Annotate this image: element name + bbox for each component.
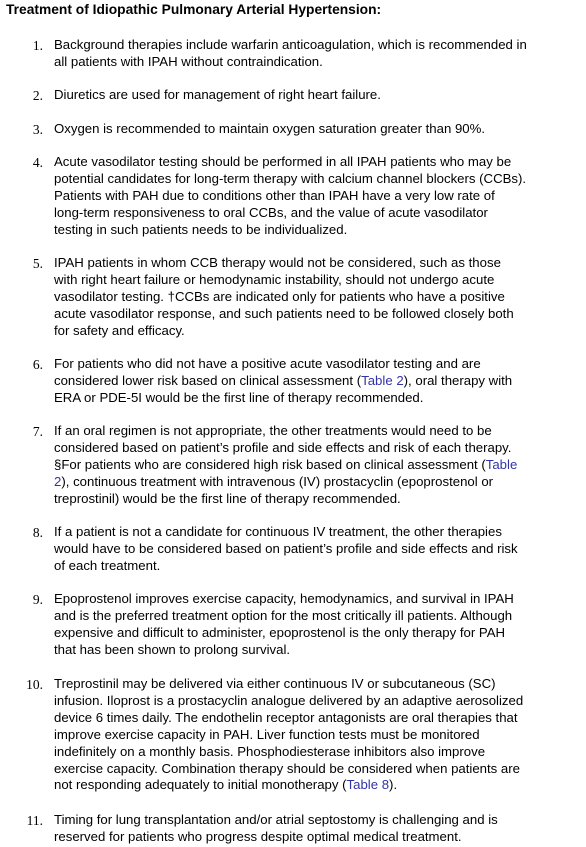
text-line: ERA or PDE-5I would be the first line of therapy recommended. [54, 389, 424, 405]
table-8-link[interactable]: Table 8 [346, 777, 390, 793]
list-item-number: 3. [32, 122, 43, 137]
list-item-number: 4. [32, 155, 43, 170]
text-line: reserved for patients who progress despite optimal medical treatment. [54, 828, 462, 844]
text-line: Timing for lung transplantation and/or atrial septostomy is challenging and is [54, 812, 498, 827]
text-line: For patients who did not have a positive acute vasodilator testing and are [54, 356, 481, 371]
text-segment: not responding adequately to initial monotherapy ( [54, 777, 347, 793]
table-2-link[interactable]: Table [485, 456, 518, 472]
text-line: with right heart failure or hemodynamic instability, should not undergo acute [54, 271, 495, 287]
document-title: Treatment of Idiopathic Pulmonary Arterial Hypertension: [6, 2, 382, 17]
text-line: If an oral regimen is not appropriate, the other treatments would need to be [54, 423, 492, 438]
text-line: treprostinil) would be the first line of therapy recommended. [54, 490, 401, 506]
text-line [54, 457, 584, 474]
text-line: for safety and efficacy. [54, 322, 185, 338]
list-item-number: 10. [26, 677, 43, 692]
text-line: and is the preferred treatment option for the most critically ill patients. Although [54, 607, 513, 623]
text-segment: considered lower risk based on clinical assessment ( [54, 372, 362, 388]
table-2-link-continued[interactable]: 2 [54, 473, 62, 489]
text-line: long-term responsiveness to oral CCBs, and the value of acute vasodilator [54, 204, 488, 220]
text-line: Treprostinil may be delivered via either continuous IV or subcutaneous (SC) [54, 676, 496, 691]
text-line: Diuretics are used for management of right heart failure. [54, 87, 381, 102]
text-line [54, 777, 584, 794]
text-line [54, 373, 584, 390]
list-item-number: 2. [32, 88, 43, 103]
text-line: all patients with IPAH without contraindication. [54, 53, 323, 69]
text-segment: ). [389, 777, 398, 793]
text-line: indefinitely on a monthly basis. Phosphodiesterase inhibitors also improve [54, 743, 486, 759]
list-item-number: 7. [32, 424, 43, 439]
table-2-link[interactable]: Table 2 [361, 372, 404, 388]
list-item-text [54, 37, 584, 71]
text-segment: ), oral therapy with [403, 372, 513, 388]
text-line: improve exercise capacity in PAH. Liver function tests must be monitored [54, 726, 480, 742]
list-item-text [54, 255, 584, 340]
text-line: If a patient is not a candidate for continuous IV treatment, the other therapies [54, 524, 502, 539]
list-item-number: 9. [32, 592, 43, 607]
text-line: expensive and difficult to administer, epoprostenol is the only therapy for PAH [54, 624, 506, 640]
text-line: Oxygen is recommended to maintain oxygen saturation greater than 90%. [54, 121, 486, 136]
text-line: Acute vasodilator testing should be performed in all IPAH patients who may be [54, 154, 512, 169]
list-item-number: 8. [32, 525, 43, 540]
text-line: potential candidates for long-term therapy with calcium channel blockers (CCBs). [54, 170, 527, 186]
list-item-number: 11. [26, 813, 43, 828]
list-item-text [54, 524, 584, 575]
list-item-text [54, 591, 584, 659]
list-item-number: 5. [32, 256, 43, 271]
list-item-text [54, 121, 584, 138]
text-segment: ), continuous treatment with intravenous (IV) prostacyclin (epoprostenol or [61, 473, 494, 489]
list-item-text [54, 812, 584, 846]
text-line: that has been shown to prolong survival. [54, 641, 291, 657]
list-item-number: 6. [32, 357, 43, 372]
text-segment: §For patients who are considered high risk based on clinical assessment ( [54, 456, 486, 472]
text-line: Epoprostenol improves exercise capacity, hemodynamics, and survival in IPAH [54, 591, 514, 606]
list-item-text [54, 154, 584, 239]
text-line: infusion. Iloprost is a prostacyclin analogue delivered by an adaptive aerosolized [54, 692, 524, 708]
list-item-text [54, 423, 584, 508]
text-line: device 6 times daily. The endothelin receptor antagonists are oral therapies that [54, 709, 518, 725]
text-line: Background therapies include warfarin anticoagulation, which is recommended in [54, 37, 527, 52]
list-item-text [54, 676, 584, 794]
text-line: IPAH patients in whom CCB therapy would not be considered, such as those [54, 255, 501, 270]
text-line: considered based on patient’s profile and side effects and risk of each therapy. [54, 439, 512, 455]
text-line: of each treatment. [54, 557, 161, 573]
text-line [54, 474, 584, 491]
text-line: exercise capacity. Combination therapy should be considered when patients are [54, 760, 520, 776]
text-line: would have to be considered based on patient’s profile and side effects and risk [54, 540, 518, 556]
text-line: vasodilator testing. †CCBs are indicated only for patients who have a positive [54, 288, 505, 304]
text-line: testing in such patients needs to be individualized. [54, 221, 348, 237]
text-line: acute vasodilator response, and such patients need to be followed closely both [54, 305, 514, 321]
list-item-number: 1. [32, 38, 43, 53]
list-item-text [54, 87, 584, 104]
text-line: Patients with PAH due to conditions other than IPAH have a very low rate of [54, 187, 495, 203]
list-item-text [54, 356, 584, 407]
